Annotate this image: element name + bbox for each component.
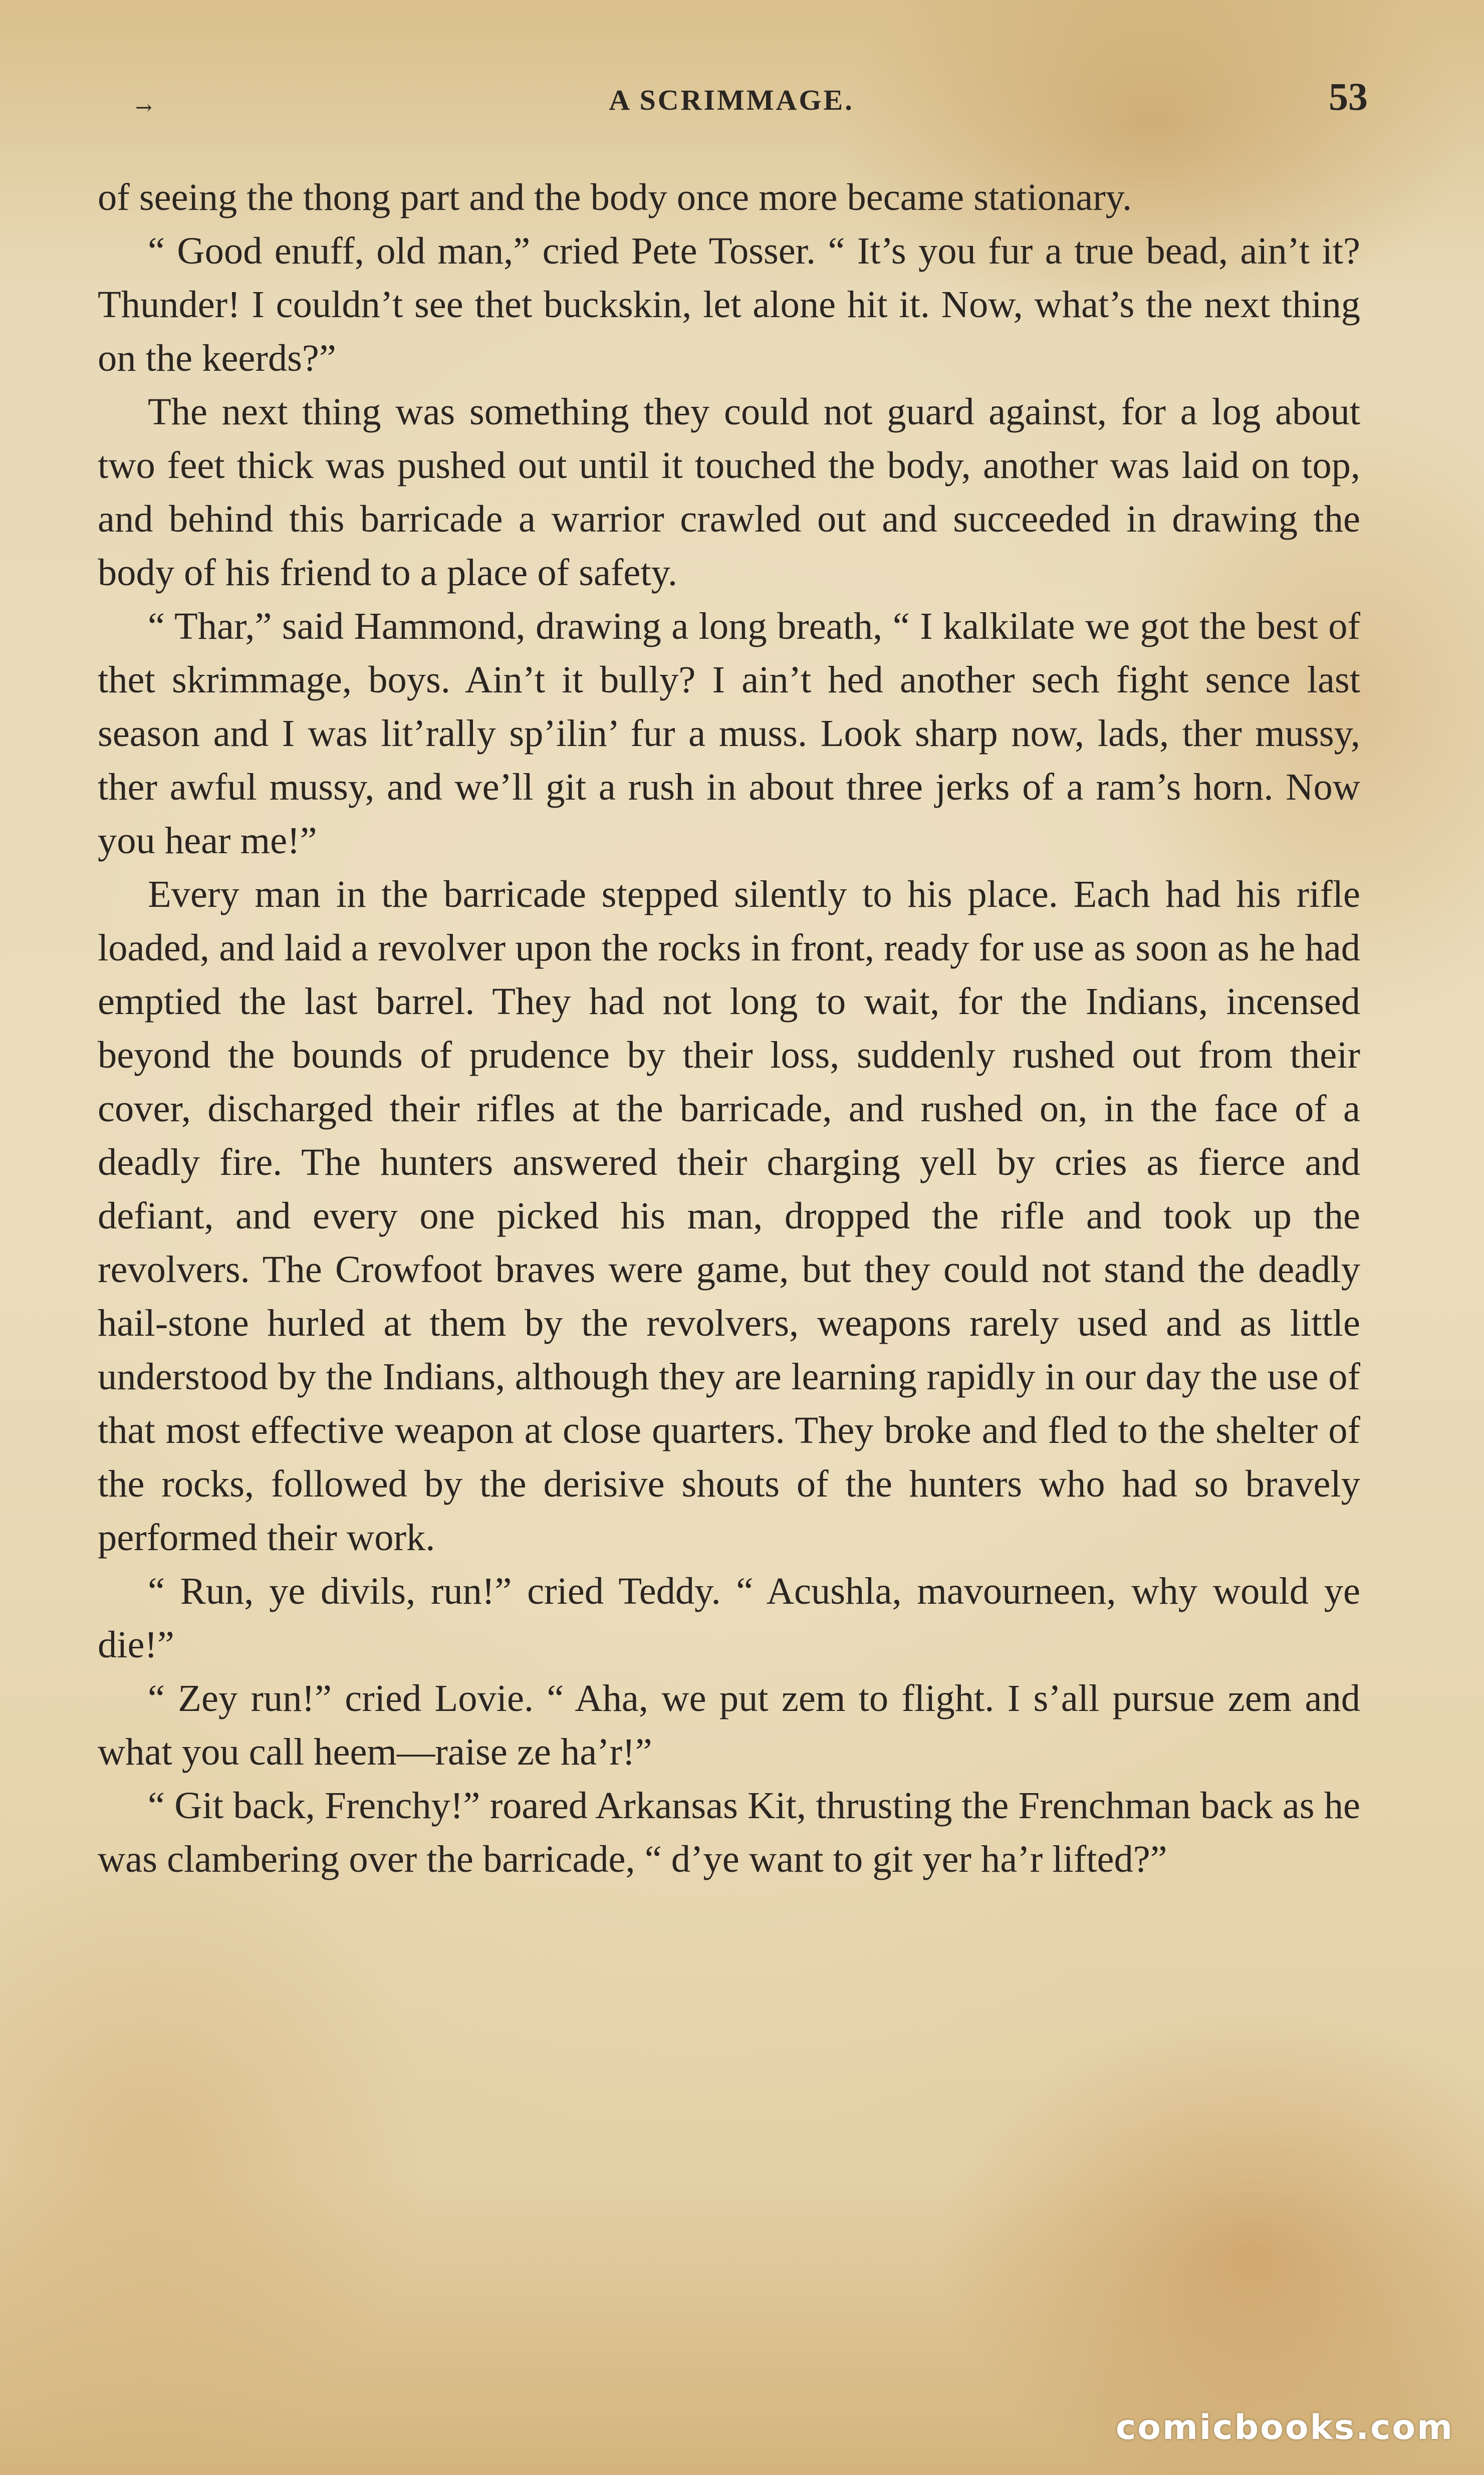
running-title: A SCRIMMAGE.	[609, 84, 854, 116]
paragraph: “ Zey run!” cried Lovie. “ Aha, we put zem to flight. I s’all pursue zem and what you call heem—raise ze ha’r!”	[98, 1677, 1360, 1773]
page-header	[95, 74, 1368, 129]
paragraph: Every man in the barricade stepped silently to his place. Each had his rifle loaded, and laid a revolver upon the rocks in front, ready for use as soon as he had emptied the last barrel. They had not long to wait, for the Indians, incensed beyond the bounds of prudence by their loss, suddenly rushed out from their cover, discharged their rifles at the barricade, and rushed on, in the face of a deadly fire. The hunters answered their charging yell by cries as fierce and defiant, and every one picked his man, dropped the rifle and took up the revolvers. The Crowfoot braves were game, but they could not stand the deadly hail-stone hurled at them by the revolvers, weapons rarely used and as little understood by the Indians, although they are learning rapidly in our day the use of that most effective weapon at close quarters. They broke and fled to the shelter of the rocks, followed by the derisive shouts of the hunters who had so bravely performed their work.	[98, 873, 1360, 1559]
page-number: 53	[1329, 75, 1368, 118]
paragraph: “ Git back, Frenchy!” roared Arkansas Kit, thrusting the Frenchman back as he was clambering over the barricade, “ d’ye want to git yer ha’r lifted?”	[98, 1784, 1360, 1880]
paragraph: of seeing the thong part and the body once more became stationary.	[98, 176, 1132, 218]
paragraph: “ Good enuff, old man,” cried Pete Tosser. “ It’s you fur a true bead, ain’t it? Thunder! I couldn’t see thet buckskin, let alone hit it. Now, what’s the next thing on the keerds?”	[98, 229, 1360, 379]
paragraph: “ Thar,” said Hammond, drawing a long breath, “ I kalkilate we got the best of thet skrimmage, boys. Ain’t it bully? I ain’t hed another sech fight sence last season and I was lit’rally sp’ilin’ fur a muss. Look sharp now, lads, ther mussy, ther awful mussy, and we’ll git a rush in about three jerks of a ram’s horn. Now you hear me!”	[98, 605, 1360, 862]
ink-mark: →	[135, 96, 152, 119]
body-text	[98, 170, 1360, 1886]
watermark: comicbooks.com	[1115, 2408, 1454, 2447]
paragraph: The next thing was something they could not guard against, for a log about two feet thick was pushed out until it touched the body, another was laid on top, and behind this barricade a warrior crawled out and succeeded in drawing the body of his friend to a place of safety.	[98, 390, 1360, 594]
paragraph: “ Run, ye divils, run!” cried Teddy. “ Acushla, mavourneen, why would ye die!”	[98, 1570, 1360, 1666]
